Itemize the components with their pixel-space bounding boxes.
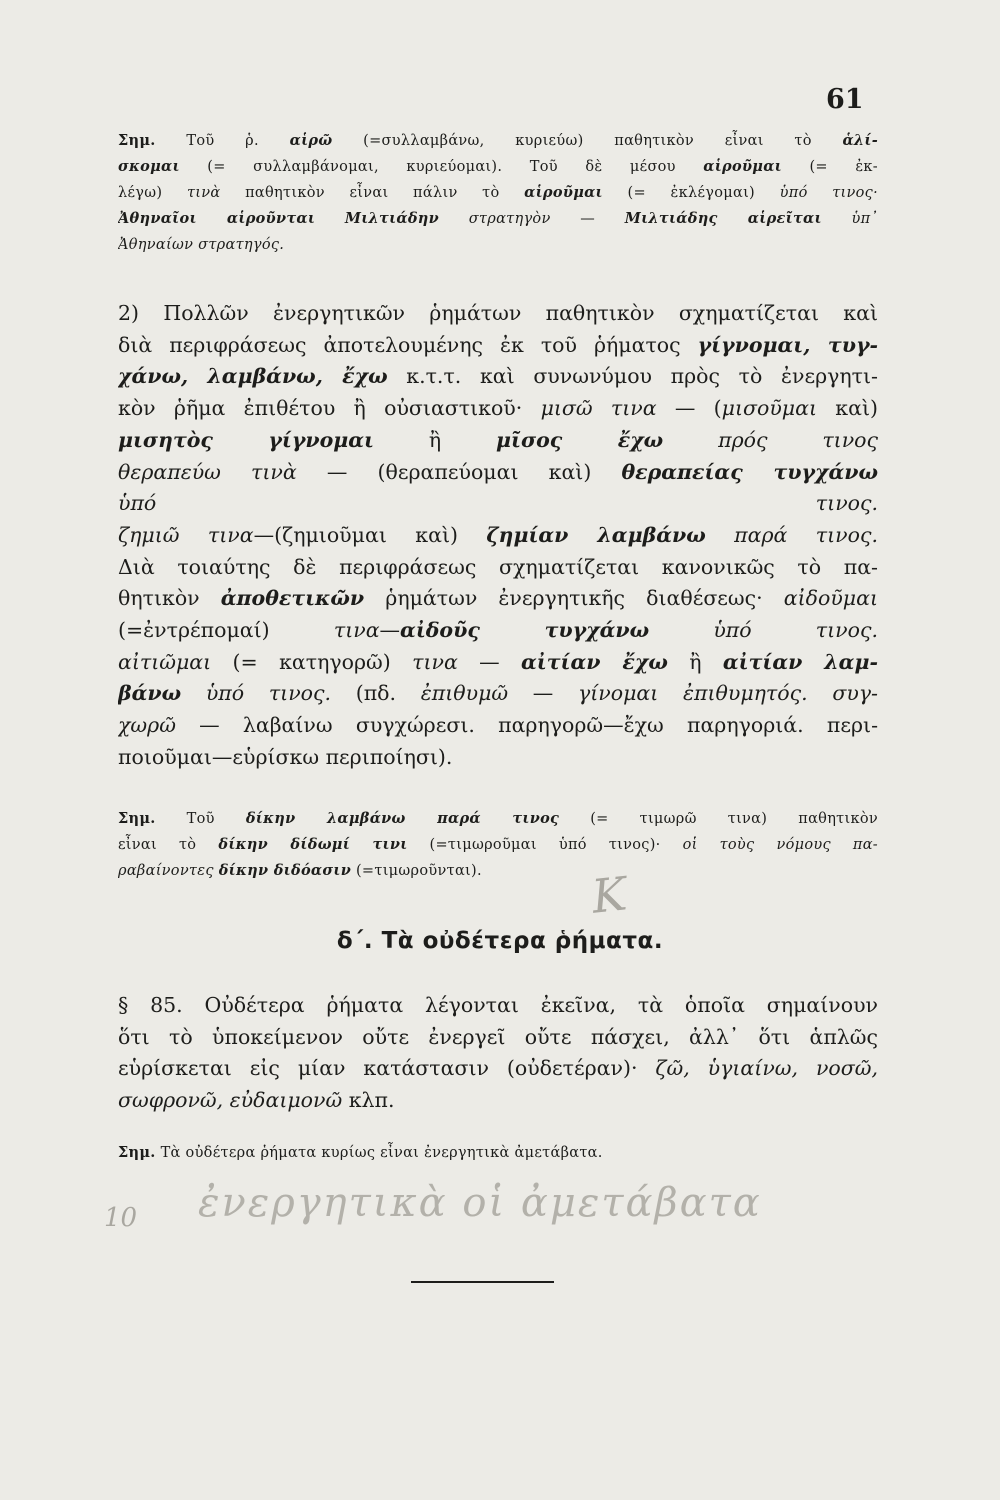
text-line xyxy=(118,990,878,1022)
section-heading: δ΄. Τὰ οὐδέτερα ῥήματα. xyxy=(336,928,664,954)
text-run: (= ἐκλέγομαι) xyxy=(602,185,780,201)
text-run xyxy=(706,523,734,547)
text-run: — xyxy=(457,649,522,674)
text-run: ὑπό τινος. xyxy=(713,618,878,643)
text-run: ραβαίνοντες xyxy=(118,863,214,879)
text-line xyxy=(118,1022,878,1054)
text-run: — xyxy=(508,681,579,706)
text-run: δίκην λαμβάνω παρά τινος xyxy=(245,810,560,827)
text-run: 2) Πολλῶν ἐνεργητικῶν ῥημάτων παθητικὸν σχηματίζεται καὶ xyxy=(118,301,878,325)
text-run: συγ- xyxy=(832,681,878,706)
text-run: ἢ xyxy=(373,427,497,452)
text-run: (=τιμωροῦνται). xyxy=(351,863,482,879)
text-line xyxy=(118,206,878,232)
text-run: (=συλλαμβάνω, κυριεύω) παθητικὸν εἶναι τὸ xyxy=(332,133,843,149)
text-run xyxy=(439,211,469,227)
text-run: ἐπιθυμῶ xyxy=(420,681,509,706)
note-1 xyxy=(118,128,878,258)
text-line xyxy=(118,678,878,710)
text-run: (= συλλαμβάνομαι, κυριεύομαι). Τοῦ δὲ μέσου xyxy=(179,159,704,175)
text-line xyxy=(118,154,878,180)
text-run: —(ζημιοῦμαι καὶ) xyxy=(253,522,487,547)
text-run: μισῶ τινα xyxy=(540,396,657,421)
text-run: — xyxy=(550,211,625,227)
text-run: λέγω) xyxy=(118,185,187,201)
text-run: Τὰ οὐδέτερα ῥήματα κυρίως εἶναι ἐνεργητικὰ ἀμετάβατα. xyxy=(155,1145,603,1161)
text-run: ὑπό τινος. xyxy=(118,491,878,516)
text-line xyxy=(118,520,878,552)
text-run: Μιλτιάδην xyxy=(344,210,440,227)
text-run: ὅτι τὸ ὑποκείμενον οὔτε ἐνεργεῖ οὔτε πάσχει, ἀλλ᾿ ὅτι ἁπλῶς xyxy=(118,1024,878,1049)
text-run: αἰτιῶμαι xyxy=(118,649,212,674)
handwritten-mark: K xyxy=(589,866,630,924)
text-line xyxy=(118,742,878,774)
text-run: (πδ. xyxy=(331,681,421,706)
text-run: ζῶ, ὑγιαίνω, νοσῶ, xyxy=(655,1056,878,1081)
text-run: θητικὸν xyxy=(118,586,221,611)
text-line xyxy=(118,180,878,206)
text-run: ῥημάτων ἐνεργητικῆς διαθέσεως· xyxy=(364,586,784,611)
text-run: πρός τινος xyxy=(718,427,878,452)
text-run: (= ἐκ- xyxy=(782,159,878,175)
text-run: ὑπό τινος· xyxy=(779,185,878,201)
horizontal-rule xyxy=(411,1281,554,1283)
text-run: Διὰ τοιαύτης δὲ περιφράσεως σχηματίζεται κανονικῶς τὸ πα- xyxy=(118,554,878,579)
text-run: αἰτίαν λαμ- xyxy=(722,649,878,674)
text-run: (= τιμωρῶ τινα) παθητικὸν xyxy=(559,811,878,827)
text-line xyxy=(118,457,878,489)
text-line xyxy=(118,361,878,393)
text-run: τινα xyxy=(412,649,458,674)
note-2 xyxy=(118,806,878,884)
text-run: εἶναι τὸ xyxy=(118,837,219,853)
text-run: αἰδοῦς τυγχάνω xyxy=(400,618,650,643)
text-run: διὰ περιφράσεως ἀποτελουμένης ἐκ τοῦ ῥήματος xyxy=(118,332,698,357)
text-run: στρατηγὸν xyxy=(468,211,551,227)
text-run: κὸν ῥῆμα ἐπιθέτου ἢ οὐσιαστικοῦ· xyxy=(118,396,541,421)
text-run: — (θεραπεύομαι καὶ) xyxy=(296,459,622,484)
text-line xyxy=(118,1053,878,1085)
text-run: (=ἐντρέπομαί) xyxy=(118,618,334,643)
text-run xyxy=(822,211,852,227)
text-run: ὑπό τινος. xyxy=(205,681,332,706)
text-line xyxy=(118,858,878,884)
text-run: (= κατηγορῶ) xyxy=(211,649,413,674)
text-line xyxy=(118,232,878,258)
text-run xyxy=(181,681,206,705)
text-run xyxy=(649,618,713,642)
text-run: παθητικὸν εἶναι πάλιν τὸ xyxy=(220,185,525,201)
text-run: παρά τινος. xyxy=(734,522,878,547)
text-line xyxy=(118,393,878,425)
text-run: εὑρίσκεται εἰς μίαν κατάστασιν (οὐδετέραν)· xyxy=(118,1056,656,1081)
text-run: ἀποθετικῶν xyxy=(220,586,365,611)
text-line xyxy=(118,330,878,362)
text-run: μῖσος ἔχω xyxy=(496,427,664,452)
text-line xyxy=(118,1085,878,1117)
handwritten-annotation: ἐνεργητικὰ οἱ ἀμετάβατα xyxy=(198,1180,762,1226)
text-run: — λαβαίνω συγχώρεσι. παρηγορῶ—ἔχω παρηγοριά. περι- xyxy=(175,713,878,738)
text-run: ζημίαν λαμβάνω xyxy=(486,522,706,547)
text-run: — xyxy=(379,618,401,643)
text-run: θεραπείας τυγχάνω xyxy=(621,459,878,484)
text-run: § 85. Οὐδέτερα ῥήματα λέγονται ἐκεῖνα, τὰ ὁποῖα σημαίνουν xyxy=(118,993,878,1017)
text-line xyxy=(118,806,878,832)
text-run xyxy=(315,211,345,227)
text-run: ἁλί- xyxy=(842,132,878,149)
text-run: μισητὸς γίγνομαι xyxy=(118,427,374,452)
text-run: σωφρονῶ, εὐδαιμονῶ xyxy=(118,1088,343,1113)
text-run xyxy=(808,681,833,705)
text-run: αἱροῦμαι xyxy=(703,158,782,175)
text-run: γίνομαι ἐπιθυμητός. xyxy=(578,681,808,706)
text-run: βάνω xyxy=(118,681,182,706)
text-run: τινα xyxy=(333,618,380,643)
text-run: χωρῶ xyxy=(118,713,176,738)
text-run: Τοῦ xyxy=(155,811,246,827)
note-label: Σημ. xyxy=(118,810,156,827)
text-run: θεραπεύω τινὰ xyxy=(118,459,297,484)
paragraph-85 xyxy=(118,990,878,1117)
text-run: οἱ τοὺς νόμους πα- xyxy=(682,837,878,853)
text-run: μισοῦμαι xyxy=(721,396,818,421)
text-run: σκομαι xyxy=(118,158,180,175)
text-run: Ἀθηναίων στρατηγός. xyxy=(118,237,285,253)
text-run xyxy=(663,428,718,452)
text-run: — ( xyxy=(656,396,722,421)
text-run: χάνω, λαμβάνω, ἔχω xyxy=(118,364,388,389)
note-3 xyxy=(118,1140,818,1166)
text-line xyxy=(118,583,878,615)
note-label: Σημ. xyxy=(118,1144,156,1161)
paragraph-2 xyxy=(118,298,878,774)
text-run: αἱρῶ xyxy=(289,132,333,149)
text-run: δίκην δίδωμί τινι xyxy=(218,836,408,853)
text-line xyxy=(118,488,878,520)
text-line xyxy=(118,615,878,647)
text-run: αἰδοῦμαι xyxy=(783,586,878,611)
text-run: ἢ xyxy=(667,649,723,674)
text-line xyxy=(118,425,878,457)
handwritten-number: 10 xyxy=(104,1203,138,1233)
text-run: κ.τ.τ. καὶ συνωνύμου πρὸς τὸ ἐνεργητι- xyxy=(387,364,878,389)
text-line xyxy=(118,832,878,858)
text-run: ποιοῦμαι—εὑρίσκω περιποίησι). xyxy=(118,744,453,769)
text-run: δίκην διδόασιν xyxy=(218,862,352,879)
text-run: Τοῦ ῥ. xyxy=(155,133,290,149)
text-run: ὑπ᾿ xyxy=(851,211,878,227)
text-line xyxy=(118,1140,818,1166)
text-line xyxy=(118,647,878,679)
text-run: καὶ) xyxy=(817,396,878,421)
text-run: κλπ. xyxy=(342,1088,395,1113)
text-run: (=τιμωροῦμαι ὑπό τινος)· xyxy=(407,837,683,853)
text-run: γίγνομαι, τυγ- xyxy=(697,332,878,357)
page-number: 61 xyxy=(826,84,864,115)
text-line xyxy=(118,710,878,742)
text-run: αἱροῦμαι xyxy=(524,184,603,201)
text-run: Ἀθηναῖοι αἱροῦνται xyxy=(118,210,316,227)
text-run: αἰτίαν ἔχω xyxy=(521,649,668,674)
text-line xyxy=(118,128,878,154)
note-label: Σημ. xyxy=(118,132,156,149)
text-run: τινὰ xyxy=(186,185,221,201)
text-run: ζημιῶ τινα xyxy=(118,522,254,547)
text-line xyxy=(118,298,878,330)
text-line xyxy=(118,552,878,584)
text-run: Μιλτιάδης αἱρεῖται xyxy=(624,210,822,227)
